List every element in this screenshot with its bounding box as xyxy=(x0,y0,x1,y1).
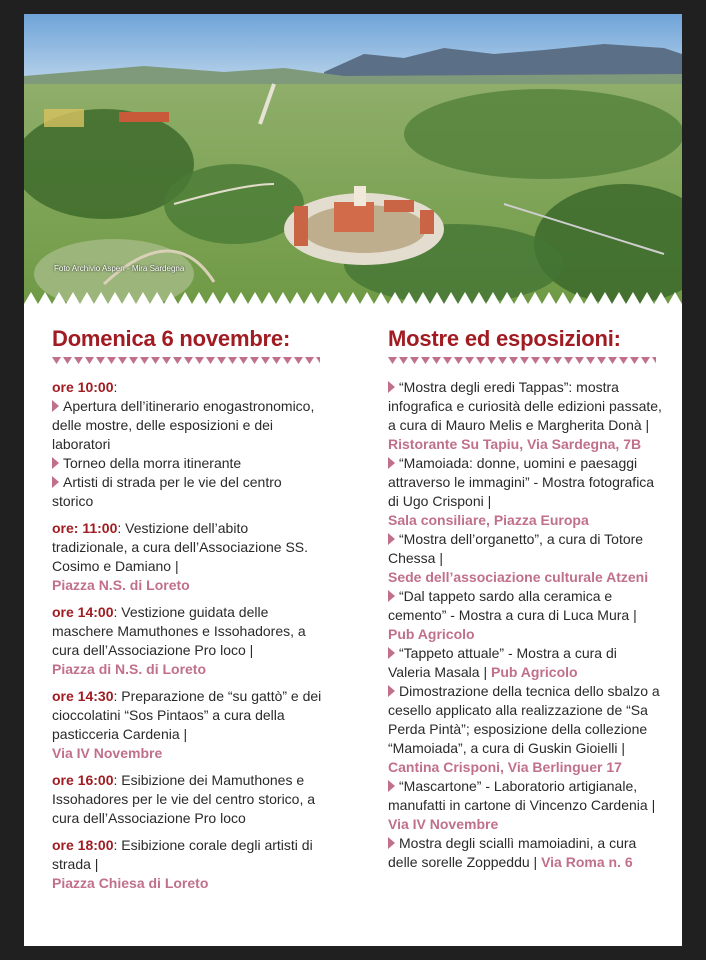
divider-triangle-icon xyxy=(586,357,595,364)
divider-triangle-icon xyxy=(140,357,149,364)
divider-triangle-icon xyxy=(173,357,182,364)
exhibition-place: Sala consiliare, Piazza Europa xyxy=(388,512,589,528)
divider-triangle-icon xyxy=(261,357,270,364)
divider-triangle-icon xyxy=(575,357,584,364)
sunday-heading: Domenica 6 novembre: xyxy=(52,326,291,351)
divider-triangle-icon xyxy=(608,357,617,364)
exhibition-item: Dimostrazione della tecnica dello sbalzo a cesello applicato alla realizzazione de “Sa Perda Pintà”; esposizione della collezione “Mamoiada”, a cura di Guskin Gioielli | Cantina Crisponi, Via Berlinguer 17 xyxy=(388,683,660,775)
entry-place: Piazza N.S. di Loreto xyxy=(52,577,190,593)
schedule-entry-1100 xyxy=(52,519,324,595)
divider-triangle-icon xyxy=(454,357,463,364)
divider-triangle-icon xyxy=(432,357,441,364)
divider-triangle-icon xyxy=(498,357,507,364)
divider-triangle-icon xyxy=(96,357,105,364)
divider-triangle-icon xyxy=(283,357,292,364)
triangle-bullet-icon xyxy=(52,457,59,469)
entry-text: : Vestizione dell’abito tradizionale, a cura dell’Associazione SS. Cosimo e Damiano | xyxy=(52,520,309,574)
entry-time: ore 18:00 xyxy=(52,837,114,853)
exhibition-item: “Mostra dell’organetto”, a cura di Totore Chessa | Sede dell’associazione culturale Atzeni xyxy=(388,530,663,587)
schedule-entry-1800 xyxy=(52,836,324,893)
divider-triangle-icon xyxy=(641,357,650,364)
divider-triangle-icon xyxy=(162,357,171,364)
triangle-bullet-icon xyxy=(388,837,395,849)
entry-time: ore: 11:00 xyxy=(52,520,118,536)
divider-triangle-icon xyxy=(542,357,551,364)
triangle-bullet-icon xyxy=(388,590,395,602)
right-column xyxy=(388,326,663,872)
divider-triangle-icon xyxy=(151,357,160,364)
divider-triangle-icon xyxy=(239,357,248,364)
divider-triangle-icon xyxy=(476,357,485,364)
divider-triangle-icon xyxy=(399,357,408,364)
divider-triangle-icon xyxy=(410,357,419,364)
divider-triangle-icon xyxy=(217,357,226,364)
divider-triangle-icon xyxy=(465,357,474,364)
divider-triangle-icon xyxy=(107,357,116,364)
divider-triangle-icon xyxy=(443,357,452,364)
divider-triangle-icon xyxy=(597,357,606,364)
exhibition-place: Pub Agricolo xyxy=(490,664,578,680)
divider-triangle-icon xyxy=(487,357,496,364)
entry-text: : Esibizione corale degli artisti di strada | xyxy=(52,837,313,872)
left-column xyxy=(52,326,324,901)
exhibition-item: “Dal tappeto sardo alla ceramica e cemento” - Mostra a cura di Luca Mura | Pub Agricolo xyxy=(388,587,663,644)
exhibition-item: “Tappeto attuale” - Mostra a cura di Valeria Masala | Pub Agricolo xyxy=(388,645,617,680)
divider-triangle-icon xyxy=(206,357,215,364)
entry-time: ore 10:00 xyxy=(52,379,114,395)
exhibition-item: “Mascartone” - Laboratorio artigianale, manufatti in cartone di Vincenzo Cardenia | Via IV Novembre xyxy=(388,777,663,834)
schedule-entry-1000 xyxy=(52,378,324,511)
divider-triangle-icon xyxy=(553,357,562,364)
divider-triangle-icon xyxy=(63,357,72,364)
heart-divider-icon xyxy=(52,356,320,366)
triangle-bullet-icon xyxy=(388,685,395,697)
divider-triangle-icon xyxy=(520,357,529,364)
divider-triangle-icon xyxy=(652,357,656,364)
divider-triangle-icon xyxy=(316,357,320,364)
zigzag-border xyxy=(24,292,682,308)
event-poster xyxy=(24,14,682,946)
heart-divider-icon xyxy=(388,356,656,366)
divider-triangle-icon xyxy=(509,357,518,364)
triangle-bullet-icon xyxy=(52,400,59,412)
divider-triangle-icon xyxy=(294,357,303,364)
entry-time: ore 16:00 xyxy=(52,772,114,788)
divider-triangle-icon xyxy=(85,357,94,364)
schedule-entry-1400 xyxy=(52,603,324,679)
bullet-item: Artisti di strada per le vie del centro storico xyxy=(52,474,282,509)
exhibition-place: Via IV Novembre xyxy=(388,816,499,832)
triangle-bullet-icon xyxy=(52,476,59,488)
triangle-bullet-icon xyxy=(388,647,395,659)
photo-credit: Foto Archivio Aspen - Mira Sardegna xyxy=(54,264,185,273)
triangle-bullet-icon xyxy=(388,780,395,792)
divider-triangle-icon xyxy=(272,357,281,364)
bullet-item: Torneo della morra itinerante xyxy=(52,454,324,473)
exhibitions-heading: Mostre ed esposizioni: xyxy=(388,326,621,351)
entry-text: : xyxy=(113,379,118,395)
entry-time: ore 14:00 xyxy=(52,604,114,620)
divider-triangle-icon xyxy=(118,357,127,364)
divider-triangle-icon xyxy=(184,357,193,364)
divider-triangle-icon xyxy=(74,357,83,364)
exhibition-item: Mostra degli sciallì mamoiadini, a cura delle sorelle Zoppeddu | Via Roma n. 6 xyxy=(388,835,637,870)
entry-text: : Vestizione guidata delle maschere Mamuthones e Issohadores, a cura dell’Associazione Pro loco | xyxy=(52,604,306,658)
entry-place: Via IV Novembre xyxy=(52,745,163,761)
divider-triangle-icon xyxy=(630,357,639,364)
divider-triangle-icon xyxy=(195,357,204,364)
exhibition-place: Pub Agricolo xyxy=(388,626,475,642)
divider-triangle-icon xyxy=(421,357,430,364)
landscape-image xyxy=(24,14,682,304)
divider-triangle-icon xyxy=(305,357,314,364)
triangle-bullet-icon xyxy=(388,381,395,393)
aerial-photo xyxy=(24,14,682,304)
exhibition-item: “Mostra degli eredi Tappas”: mostra infografica e curiosità delle edizioni passate, a cura di Mauro Melis e Margherita Donà | Ristorante Su Tapiu, Via Sardegna, 7B xyxy=(388,379,662,452)
entry-place: Piazza Chiesa di Loreto xyxy=(52,875,209,891)
divider-triangle-icon xyxy=(564,357,573,364)
exhibition-place: Ristorante Su Tapiu, Via Sardegna, 7B xyxy=(388,436,642,452)
triangle-bullet-icon xyxy=(388,457,395,469)
schedule-entry-1430 xyxy=(52,687,324,763)
exhibition-place: Via Roma n. 6 xyxy=(541,854,633,870)
entry-text: : Esibizione dei Mamuthones e Issohadores per le vie del centro storico, a cura dell’Associazione Pro loco xyxy=(52,772,316,826)
divider-triangle-icon xyxy=(531,357,540,364)
exhibition-place: Sede dell’associazione culturale Atzeni xyxy=(388,569,649,585)
exhibition-item: “Mamoiada: donne, uomini e paesaggi attraverso le immagini” - Mostra fotografica di Ugo Crisponi | Sala consiliare, Piazza Europa xyxy=(388,454,663,530)
divider-triangle-icon xyxy=(619,357,628,364)
divider-triangle-icon xyxy=(250,357,259,364)
entry-text: : Preparazione de “su gattò” e dei cioccolatini “Sos Pintaos” a cura della pasticceria Cardenia | xyxy=(52,688,322,742)
divider-triangle-icon xyxy=(388,357,397,364)
entry-time: ore 14:30 xyxy=(52,688,114,704)
divider-triangle-icon xyxy=(228,357,237,364)
bullet-item: Apertura dell’itinerario enogastronomico, delle mostre, delle esposizioni e dei laboratori xyxy=(52,398,315,452)
triangle-bullet-icon xyxy=(388,533,395,545)
entry-place: Piazza di N.S. di Loreto xyxy=(52,661,207,677)
divider-triangle-icon xyxy=(129,357,138,364)
exhibition-place: Cantina Crisponi, Via Berlinguer 17 xyxy=(388,759,622,775)
schedule-entry-1600 xyxy=(52,771,324,828)
divider-triangle-icon xyxy=(52,357,61,364)
